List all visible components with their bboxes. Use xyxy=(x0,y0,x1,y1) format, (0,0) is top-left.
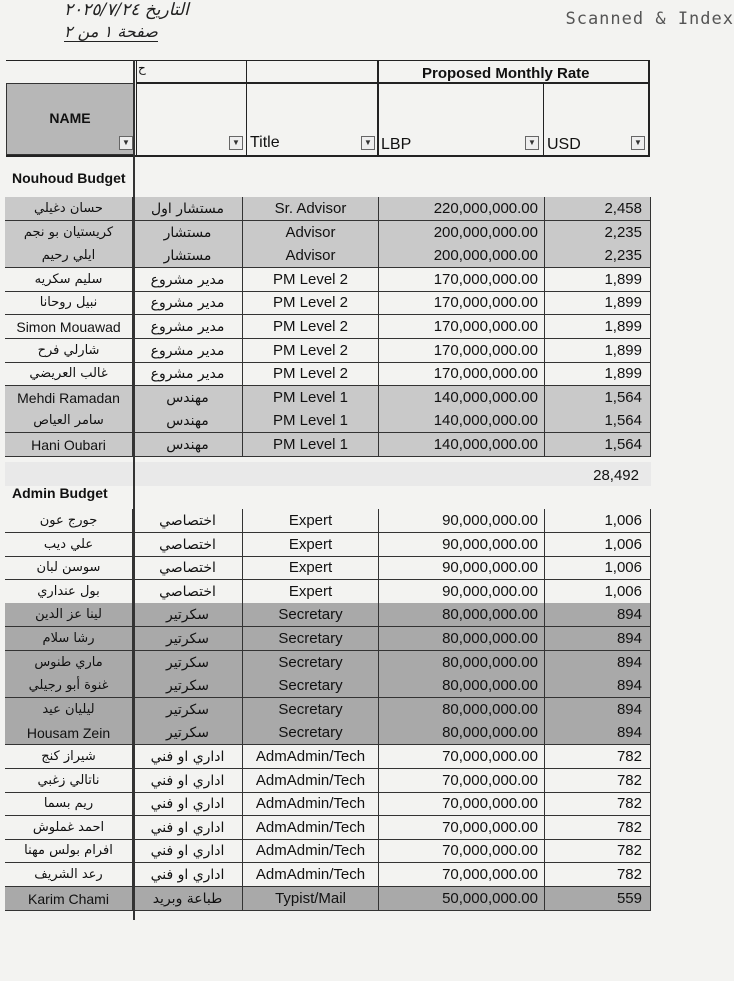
table-row xyxy=(5,698,651,722)
usd-rate-cell: 1,006 xyxy=(545,556,651,580)
employee-name-cell: شارلي فرح xyxy=(5,339,133,363)
table-row xyxy=(5,721,651,745)
arabic-title-cell: مدير مشروع xyxy=(133,339,243,363)
usd-rate-cell: 782 xyxy=(545,863,651,887)
arabic-title-cell: اداري او فني xyxy=(133,863,243,887)
lbp-rate-cell: 50,000,000.00 xyxy=(379,887,545,911)
lbp-rate-cell: 70,000,000.00 xyxy=(379,792,545,816)
usd-rate-cell: 894 xyxy=(545,721,651,745)
employee-name-cell: ماري طنوس xyxy=(5,651,133,675)
usd-rate-cell: 894 xyxy=(545,674,651,698)
handwritten-date: التاريخ ٢٠٢٥/٧/٢٤ xyxy=(64,0,189,20)
usd-rate-cell: 1,006 xyxy=(545,580,651,604)
employee-name-cell: ريم بسما xyxy=(5,792,133,816)
header-vline-lbp xyxy=(377,60,379,156)
usd-rate-cell: 1,564 xyxy=(545,386,651,410)
usd-rate-cell: 894 xyxy=(545,627,651,651)
employee-name-cell: حسان دغيلي xyxy=(5,197,133,221)
usd-rate-cell: 894 xyxy=(545,698,651,722)
title-cell: Secretary xyxy=(243,721,379,745)
usd-rate-cell: 782 xyxy=(545,839,651,863)
header-hash-mark: ح xyxy=(138,61,146,75)
lbp-rate-cell: 70,000,000.00 xyxy=(379,863,545,887)
employee-name-cell: كريستيان بو نجم xyxy=(5,221,133,245)
usd-rate-cell: 1,899 xyxy=(545,291,651,315)
lbp-rate-cell: 90,000,000.00 xyxy=(379,533,545,557)
table-row xyxy=(5,244,651,268)
arabic-title-cell: مدير مشروع xyxy=(133,362,243,386)
title-cell: PM Level 2 xyxy=(243,315,379,339)
title-cell: PM Level 2 xyxy=(243,339,379,363)
arabic-title-cell: اداري او فني xyxy=(133,745,243,769)
table-row xyxy=(5,433,651,457)
title-cell: Typist/Mail xyxy=(243,887,379,911)
title-cell: Expert xyxy=(243,556,379,580)
title-cell: Secretary xyxy=(243,603,379,627)
employee-name-cell: علي ديب xyxy=(5,533,133,557)
header-bottom-border xyxy=(6,155,650,157)
arabic-title-cell: اختصاصي xyxy=(133,556,243,580)
usd-rate-cell: 1,564 xyxy=(545,433,651,457)
column-header-title: Title xyxy=(250,134,280,151)
arabic-title-cell: اختصاصي xyxy=(133,533,243,557)
arabic-title-cell: سكرتير xyxy=(133,721,243,745)
table-row xyxy=(5,556,651,580)
table-row xyxy=(5,221,651,245)
arabic-title-cell: مهندس xyxy=(133,386,243,410)
employee-name-cell: غنوة أبو رجيلي xyxy=(5,674,133,698)
section-title-admin: Admin Budget xyxy=(12,485,108,501)
arabic-title-cell: سكرتير xyxy=(133,603,243,627)
usd-rate-cell: 2,458 xyxy=(545,197,651,221)
table-row xyxy=(5,887,651,911)
lbp-rate-cell: 70,000,000.00 xyxy=(379,816,545,840)
title-cell: Secretary xyxy=(243,651,379,675)
column-header-lbp: LBP xyxy=(381,136,412,153)
lbp-rate-cell: 70,000,000.00 xyxy=(379,769,545,793)
employee-name-cell: بول عنداري xyxy=(5,580,133,604)
lbp-rate-cell: 170,000,000.00 xyxy=(379,268,545,292)
lbp-rate-cell: 200,000,000.00 xyxy=(379,221,545,245)
title-cell: PM Level 1 xyxy=(243,433,379,457)
table-row xyxy=(5,268,651,292)
usd-rate-cell: 559 xyxy=(545,887,651,911)
name-filter-dropdown-icon[interactable]: ▼ xyxy=(119,136,133,150)
title-cell: Secretary xyxy=(243,698,379,722)
table-row xyxy=(5,863,651,887)
lbp-rate-cell: 80,000,000.00 xyxy=(379,627,545,651)
lbp-rate-cell: 140,000,000.00 xyxy=(379,433,545,457)
title-cell: AdmAdmin/Tech xyxy=(243,816,379,840)
title-cell: AdmAdmin/Tech xyxy=(243,863,379,887)
employee-name-cell: سليم سكريه xyxy=(5,268,133,292)
usd-rate-cell: 1,899 xyxy=(545,315,651,339)
table-row xyxy=(5,674,651,698)
lbp-rate-cell: 80,000,000.00 xyxy=(379,651,545,675)
employee-name-cell: لينا عز الدين xyxy=(5,603,133,627)
column-header-name xyxy=(6,83,134,155)
employee-name-cell: سوسن لبان xyxy=(5,556,133,580)
employee-name-cell: Housam Zein xyxy=(5,721,133,745)
table-row xyxy=(5,651,651,675)
table-row xyxy=(5,792,651,816)
lbp-rate-cell: 80,000,000.00 xyxy=(379,698,545,722)
usd-rate-cell: 782 xyxy=(545,792,651,816)
table-row xyxy=(5,409,651,433)
employee-name-cell: غالب العريضي xyxy=(5,362,133,386)
arabic-title-cell: اداري او فني xyxy=(133,792,243,816)
arabic-title-cell: اختصاصي xyxy=(133,580,243,604)
title-cell: Secretary xyxy=(243,674,379,698)
usd-rate-cell: 1,006 xyxy=(545,509,651,533)
lbp-rate-cell: 80,000,000.00 xyxy=(379,674,545,698)
usd-rate-cell: 782 xyxy=(545,745,651,769)
title-cell: AdmAdmin/Tech xyxy=(243,745,379,769)
employee-name-cell: ايلي رحيم xyxy=(5,244,133,268)
title-cell: AdmAdmin/Tech xyxy=(243,769,379,793)
arabic-title-cell: اداري او فني xyxy=(133,769,243,793)
nouhoud-total-row xyxy=(5,462,651,486)
title-cell: PM Level 1 xyxy=(243,386,379,410)
title-cell: PM Level 2 xyxy=(243,268,379,292)
employee-name-cell: Hani Oubari xyxy=(5,433,133,457)
title-filter-dropdown-icon[interactable]: ▼ xyxy=(361,136,375,150)
title-cell: AdmAdmin/Tech xyxy=(243,792,379,816)
lbp-rate-cell: 70,000,000.00 xyxy=(379,745,545,769)
column-header-usd: USD xyxy=(547,136,581,153)
title-cell: Expert xyxy=(243,509,379,533)
arabic-title-filter-dropdown-icon[interactable]: ▼ xyxy=(229,136,243,150)
table-row xyxy=(5,580,651,604)
header-top-border xyxy=(6,60,650,61)
table-row xyxy=(5,197,651,221)
lbp-rate-cell: 200,000,000.00 xyxy=(379,244,545,268)
lbp-rate-cell: 170,000,000.00 xyxy=(379,339,545,363)
arabic-title-cell: مستشار xyxy=(133,221,243,245)
table-row xyxy=(5,339,651,363)
usd-rate-cell: 1,899 xyxy=(545,268,651,292)
employee-name-cell: جورج عون xyxy=(5,509,133,533)
usd-rate-cell: 782 xyxy=(545,769,651,793)
lbp-rate-cell: 90,000,000.00 xyxy=(379,556,545,580)
scan-stamp-label: Scanned & Index xyxy=(565,9,734,29)
employee-name-cell: ليليان عيد xyxy=(5,698,133,722)
arabic-title-cell: طباعة وبريد xyxy=(133,887,243,911)
table-row xyxy=(5,362,651,386)
lbp-rate-cell: 80,000,000.00 xyxy=(379,721,545,745)
arabic-title-cell: مستشار اول xyxy=(133,197,243,221)
employee-name-cell: رعد الشريف xyxy=(5,863,133,887)
arabic-title-cell: اداري او فني xyxy=(133,839,243,863)
employee-name-cell: Simon Mouawad xyxy=(5,315,133,339)
usd-rate-cell: 1,006 xyxy=(545,533,651,557)
arabic-title-cell: سكرتير xyxy=(133,651,243,675)
table-row xyxy=(5,627,651,651)
arabic-title-cell: سكرتير xyxy=(133,627,243,651)
column-header-name-label: NAME xyxy=(49,110,91,126)
title-cell: Advisor xyxy=(243,221,379,245)
table-row xyxy=(5,769,651,793)
table-row xyxy=(5,839,651,863)
employee-name-cell: افرام بولس مهنا xyxy=(5,839,133,863)
lbp-rate-cell: 90,000,000.00 xyxy=(379,580,545,604)
employee-name-cell: رشا سلام xyxy=(5,627,133,651)
employee-name-cell: Karim Chami xyxy=(5,887,133,911)
usd-rate-cell: 1,899 xyxy=(545,339,651,363)
lbp-rate-cell: 70,000,000.00 xyxy=(379,839,545,863)
table-row xyxy=(5,603,651,627)
header-vline-ar xyxy=(136,60,137,156)
table-row xyxy=(5,533,651,557)
lbp-rate-cell: 140,000,000.00 xyxy=(379,409,545,433)
arabic-title-cell: مستشار xyxy=(133,244,243,268)
employee-name-cell: شيراز كنج xyxy=(5,745,133,769)
usd-rate-cell: 1,564 xyxy=(545,409,651,433)
arabic-title-cell: اختصاصي xyxy=(133,509,243,533)
header-vline-title xyxy=(246,60,247,156)
usd-rate-cell: 1,899 xyxy=(545,362,651,386)
title-cell: Expert xyxy=(243,580,379,604)
employee-name-cell: ناتالي زغبي xyxy=(5,769,133,793)
usd-rate-cell: 894 xyxy=(545,651,651,675)
title-cell: Sr. Advisor xyxy=(243,197,379,221)
handwritten-page-number: صفحة ١ من ٢ xyxy=(64,22,158,41)
lbp-rate-cell: 170,000,000.00 xyxy=(379,291,545,315)
table-row xyxy=(5,816,651,840)
arabic-title-cell: مدير مشروع xyxy=(133,315,243,339)
table-row xyxy=(5,291,651,315)
title-cell: Advisor xyxy=(243,244,379,268)
lbp-rate-cell: 90,000,000.00 xyxy=(379,509,545,533)
arabic-title-cell: سكرتير xyxy=(133,674,243,698)
lbp-rate-cell: 170,000,000.00 xyxy=(379,362,545,386)
lbp-rate-cell: 80,000,000.00 xyxy=(379,603,545,627)
table-row xyxy=(5,509,651,533)
header-proposed-rate: Proposed Monthly Rate xyxy=(422,65,590,82)
arabic-title-cell: مهندس xyxy=(133,409,243,433)
title-cell: PM Level 2 xyxy=(243,291,379,315)
lbp-sort-dropdown-icon[interactable]: ▼ xyxy=(525,136,539,150)
arabic-title-cell: مهندس xyxy=(133,433,243,457)
employee-name-cell: نبيل روحانا xyxy=(5,291,133,315)
lbp-rate-cell: 170,000,000.00 xyxy=(379,315,545,339)
title-cell: PM Level 1 xyxy=(243,409,379,433)
employee-name-cell: احمد غملوش xyxy=(5,816,133,840)
header-vline-right xyxy=(648,60,650,156)
employee-name-cell: سامر العياص xyxy=(5,409,133,433)
column-separator-name xyxy=(133,60,135,920)
title-cell: PM Level 2 xyxy=(243,362,379,386)
employee-name-cell: Mehdi Ramadan xyxy=(5,386,133,410)
arabic-title-cell: سكرتير xyxy=(133,698,243,722)
title-cell: AdmAdmin/Tech xyxy=(243,839,379,863)
arabic-title-cell: مدير مشروع xyxy=(133,268,243,292)
usd-rate-cell: 2,235 xyxy=(545,244,651,268)
nouhoud-total-usd: 28,492 xyxy=(593,467,639,484)
lbp-rate-cell: 220,000,000.00 xyxy=(379,197,545,221)
arabic-title-cell: مدير مشروع xyxy=(133,291,243,315)
usd-rate-cell: 894 xyxy=(545,603,651,627)
arabic-title-cell: اداري او فني xyxy=(133,816,243,840)
section-title-nouhoud: Nouhoud Budget xyxy=(12,170,126,186)
title-cell: Expert xyxy=(243,533,379,557)
table-row xyxy=(5,745,651,769)
header-vline-usd xyxy=(543,84,544,156)
usd-rate-cell: 2,235 xyxy=(545,221,651,245)
title-cell: Secretary xyxy=(243,627,379,651)
usd-filter-dropdown-icon[interactable]: ▼ xyxy=(631,136,645,150)
table-row xyxy=(5,386,651,410)
table-row xyxy=(5,315,651,339)
usd-rate-cell: 782 xyxy=(545,816,651,840)
lbp-rate-cell: 140,000,000.00 xyxy=(379,386,545,410)
header-divider xyxy=(136,82,650,84)
